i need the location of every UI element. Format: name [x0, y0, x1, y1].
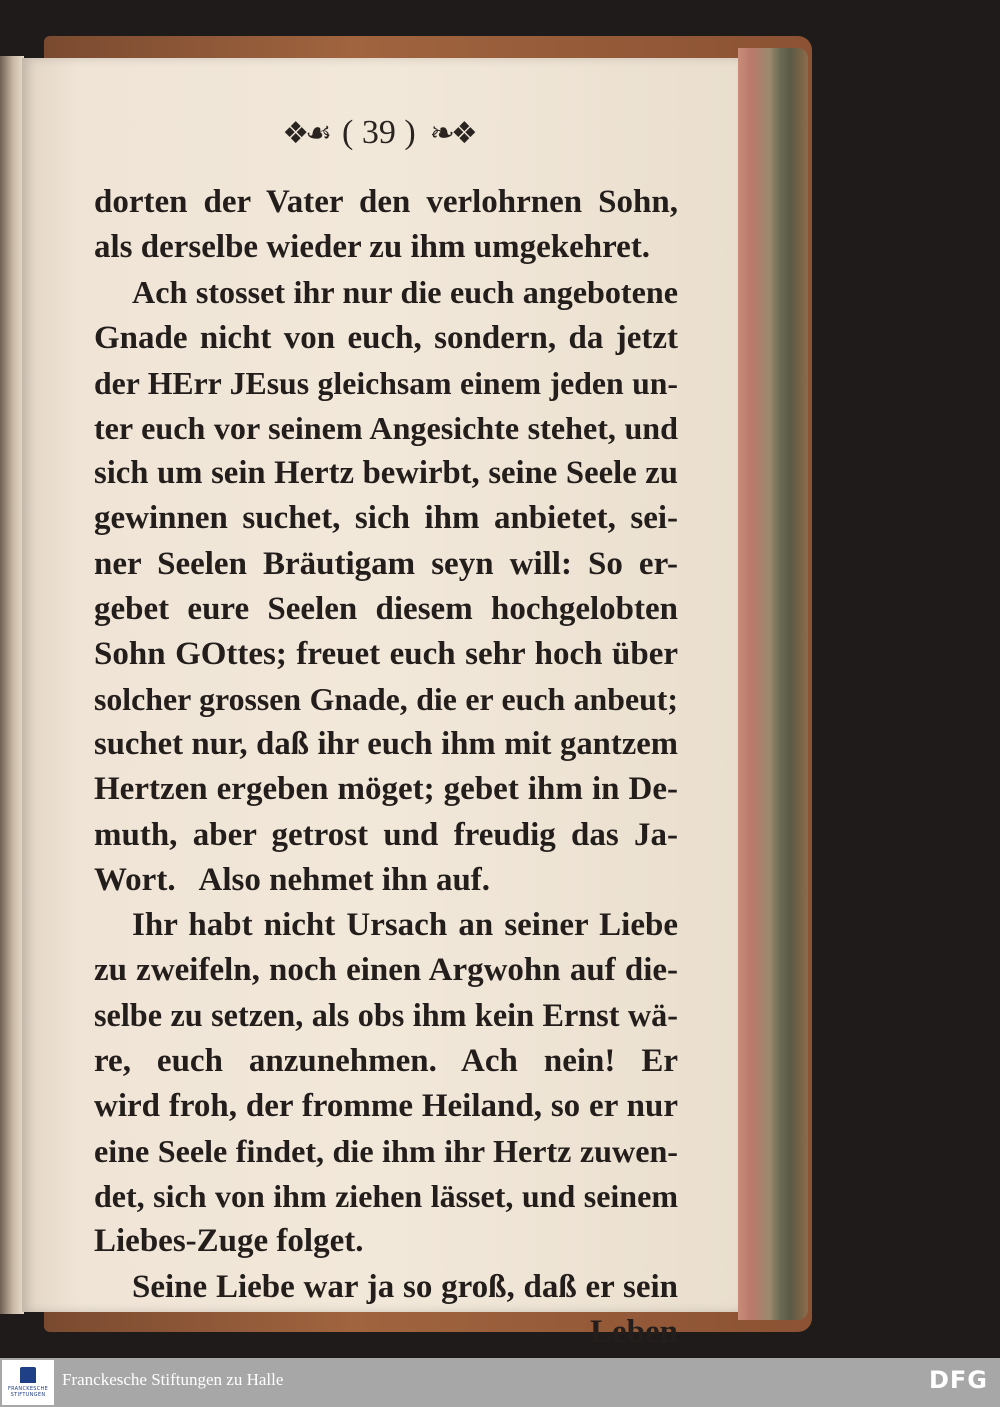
text-line: gebet eure Seelen diesem hochgelobten: [94, 590, 678, 627]
page-text: [94, 180, 678, 1355]
text-line: Hertzen ergeben möget; gebet ihm in De-: [94, 771, 678, 808]
text-line: der HErr JEsus gleichsam einem jeden un-: [94, 365, 678, 401]
text-line: Seine Liebe war ja so groß, daß er sein: [132, 1268, 678, 1305]
text-line: det, sich von ihm ziehen lässet, und seinem: [94, 1178, 678, 1215]
text-line: ner Seelen Bräutigam seyn will: So er-: [94, 545, 678, 582]
text-line: zu zweifeln, noch einen Argwohn auf die-: [94, 952, 678, 989]
text-line: suchet nur, daß ihr euch ihm mit gantzem: [94, 726, 678, 763]
running-head: [228, 108, 528, 158]
viewer-footer: [0, 1358, 1000, 1407]
text-line: Wort. Also nehmet ihn auf.: [94, 861, 491, 898]
text-line: muth, aber getrost und freudig das Ja-: [94, 816, 678, 853]
text-line: selbe zu setzen, als obs ihm kein Ernst wä-: [94, 997, 678, 1034]
text-line: re, euch anzunehmen. Ach nein! Er: [94, 1042, 678, 1079]
facing-page-edge: [0, 56, 24, 1314]
text-line: dorten der Vater den verlohrnen Sohn,: [94, 184, 678, 220]
text-line: Ihr habt nicht Ursach an seiner Liebe: [132, 907, 678, 943]
text-line: sich um sein Hertz bewirbt, seine Seele zu: [94, 455, 678, 492]
ornament-left-icon: ❖☙: [282, 115, 329, 151]
text-line: als derselbe wieder zu ihm umgekehret.: [94, 229, 651, 266]
dfg-logo[interactable]: DFG: [928, 1366, 988, 1394]
building-icon: [20, 1367, 36, 1383]
institution-name[interactable]: Franckesche Stiftungen zu Halle: [62, 1370, 284, 1389]
text-line: eine Seele findet, die ihm ihr Hertz zuwen-: [94, 1132, 678, 1169]
page-number: ( 39 ): [342, 114, 416, 151]
text-line: Liebes-Zuge folget.: [94, 1223, 364, 1260]
logo-caption: FRANCKESCHE STIFTUNGEN: [7, 1386, 49, 1398]
text-line: solcher grossen Gnade, die er euch anbeut;: [94, 682, 678, 718]
text-line: wird froh, der fromme Heiland, so er nur: [94, 1087, 678, 1124]
institution-logo[interactable]: [2, 1360, 54, 1405]
catchword: Leben: [589, 1313, 678, 1350]
text-line: Gnade nicht von euch, sondern, da jetzt: [94, 319, 678, 356]
text-line: Sohn GOttes; freuet euch sehr hoch über: [94, 635, 678, 672]
ornament-right-icon: ❧❖: [429, 115, 474, 151]
text-line: Ach stosset ihr nur die euch angebotene: [132, 274, 678, 311]
text-line: gewinnen suchet, sich ihm anbietet, sei-: [94, 500, 678, 537]
page-fore-edge: [738, 48, 808, 1320]
text-line: ter euch vor seinem Angesichte stehet, und: [94, 409, 678, 446]
